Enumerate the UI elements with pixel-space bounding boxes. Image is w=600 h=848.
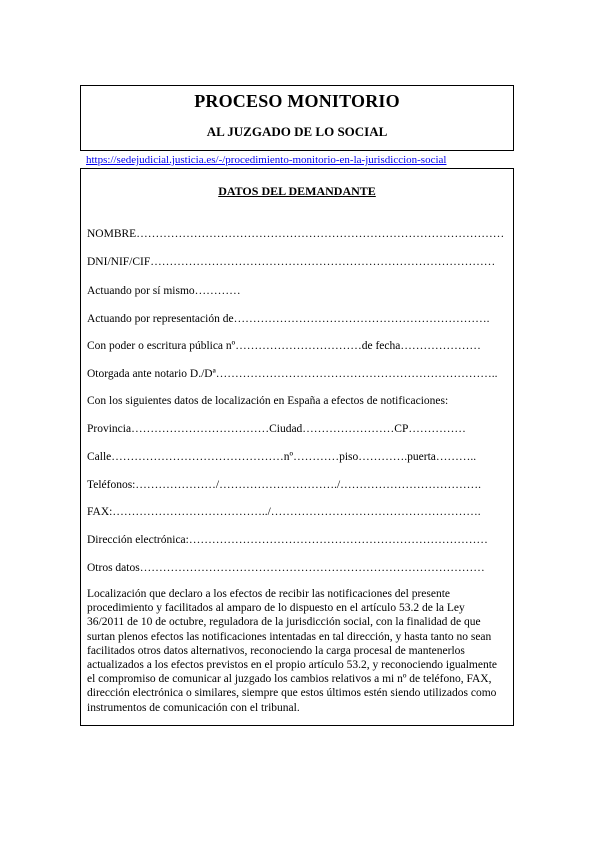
- procedure-link[interactable]: https://sedejudicial.justicia.es/-/procedimiento-monitorio-en-la-jurisdiccion-social: [86, 154, 447, 166]
- location-intro: Con los siguientes datos de localización en España a efectos de notificaciones:: [87, 395, 449, 407]
- other-data-field[interactable]: Otros datos………………………………………………………………………………: [87, 562, 485, 574]
- section-title-text: DATOS DEL DEMANDANTE: [218, 184, 376, 198]
- declaration-paragraph: Localización que declaro a los efectos de recibir las notificaciones del presente procedimiento y facilitados al amparo de lo dispuesto en el artículo 53.2 de la Ley 36/2011 de 10 de octubre, reguladora de la jurisdicción social, con la finalidad de que surtan plenos efectos las notificaciones intentadas en tal dirección, y hasta tanto no sean facilitados otros datos alternativos, reconociendo la carga procesal de mantenerlos actualizados a los efectos previstos en el propio artículo 53.2, y reconociendo igualmente el compromiso de comunicar al juzgado los cambios relativos a mi nº de teléfono, FAX, dirección electrónica o similares, siempre que estos últimos estén siendo utilizados como instrumentos de comunicación con el tribunal.: [87, 588, 498, 714]
- address-field[interactable]: Calle………………………………………nº…………piso………….puerta………..: [87, 451, 477, 463]
- document-title: PROCESO MONITORIO: [194, 91, 400, 111]
- section-title: [81, 184, 513, 199]
- title-box: [80, 85, 514, 151]
- name-field[interactable]: NOMBRE……………………………………………………………………………………: [87, 228, 505, 240]
- representation-field[interactable]: Actuando por representación de………………………………………………………….: [87, 313, 490, 325]
- self-acting-field[interactable]: Actuando por sí mismo…………: [87, 285, 241, 297]
- fax-field[interactable]: FAX:…………………………………../……………………………………………….: [87, 506, 481, 518]
- power-of-attorney-field[interactable]: Con poder o escritura pública nº……………………………de fecha…………………: [87, 340, 481, 352]
- document-subtitle: AL JUZGADO DE LO SOCIAL: [206, 124, 388, 139]
- phones-field[interactable]: Teléfonos:…………………/…………………………./……………………………….: [87, 479, 482, 491]
- email-field[interactable]: Dirección electrónica:……………………………………………………………………: [87, 534, 488, 546]
- applicant-form: [80, 168, 514, 726]
- province-city-cp-field[interactable]: Provincia………………………………Ciudad……………………CP……………: [87, 423, 466, 435]
- notary-field[interactable]: Otorgada ante notario D./Dª………………………………………………………………..: [87, 368, 498, 380]
- id-field[interactable]: DNI/NIF/CIF………………………………………………………………………………: [87, 256, 496, 268]
